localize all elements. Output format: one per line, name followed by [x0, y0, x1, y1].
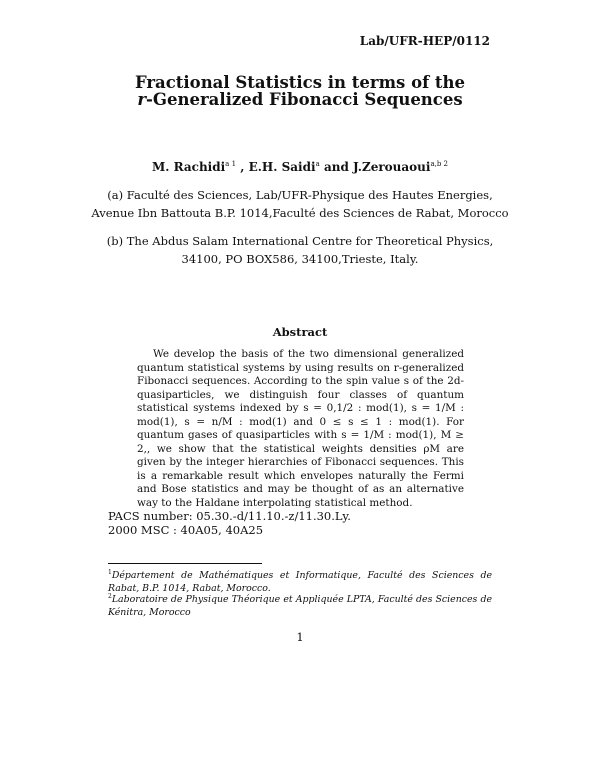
title-line-1: Fractional Statistics in terms of the: [134, 73, 466, 92]
author-1: M. Rachidi: [151, 160, 226, 174]
author-3-sup: a,b 2: [430, 160, 449, 168]
footnote-2-mark: 2: [108, 593, 112, 600]
report-number: Lab/UFR-HEP/0112: [359, 34, 490, 48]
title-line-2-rest: -Generalized Fibonacci Sequences: [146, 90, 463, 109]
affiliation-a-line-1: Faculté des Sciences, Lab/UFR-Physique des Hautes Energies,: [126, 188, 493, 202]
footnote-2: [108, 591, 492, 619]
affiliation-a-label: (a): [107, 188, 124, 202]
page-number: 1: [296, 630, 304, 644]
title-line-2: [0, 91, 600, 108]
author-2: E.H. Saidi: [248, 160, 316, 174]
title-variable: r: [137, 90, 147, 109]
affiliation-a-line-2: Avenue Ibn Battouta B.P. 1014,Faculté des Sciences de Rabat, Morocco: [91, 206, 509, 220]
author-2-sup: a: [315, 160, 320, 168]
footnote-1-mark: 1: [108, 569, 112, 576]
author-connector: and: [323, 160, 349, 174]
footnote-2-text: Laboratoire de Physique Théorique et Appliquée LPTA, Faculté des Sciences de Kénitra, Morocco: [108, 594, 492, 618]
affiliation-b: [0, 232, 600, 268]
msc-classification: 2000 MSC : 40A05, 40A25: [108, 523, 264, 537]
pacs-number: PACS number: 05.30.-d/11.10.-z/11.30.Ly.: [108, 509, 351, 523]
affiliation-b-line-2: 34100, PO BOX586, 34100,Trieste, Italy.: [181, 252, 419, 266]
author-3: J.Zerouaoui: [353, 160, 431, 174]
abstract-body: We develop the basis of the two dimensional generalized quantum statistical systems by using results on r-generalized Fibonacci sequences. According to the spin value s of the 2d-quasiparticles, we distinguish four classes of quantum statistical systems indexed by s = 0,1/2 : mod(1), s = 1/M : mod(1), s = n/M : mod(1) and 0 ≤ s ≤ 1 : mod(1). For quantum gases of quasiparticles with s = 1/M : mod(1), M ≥ 2,, we show that the statistical weights densities ρM are given by the integer hierarchies of Fibonacci sequences. This is a remarkable result which envelopes naturally the Fermi and Bose statistics and may be thought of as an alternative way to the Haldane interpolating statistical method.: [137, 348, 464, 509]
author-1-sup: a 1: [225, 160, 237, 168]
affiliation-b-label: (b): [106, 234, 124, 248]
author-separator: ,: [240, 160, 245, 174]
affiliation-a: [0, 186, 600, 222]
affiliation-b-line-1: The Abdus Salam International Centre for Theoretical Physics,: [126, 234, 494, 248]
abstract-heading: Abstract: [272, 325, 328, 339]
author-list: [0, 160, 600, 174]
footnote-rule: [108, 563, 262, 564]
footnote-1-text: Département de Mathématiques et Informatique, Faculté des Sciences de Rabat, B.P. 1014, Rabat, Morocco.: [108, 570, 492, 594]
paper-title: [0, 74, 600, 108]
